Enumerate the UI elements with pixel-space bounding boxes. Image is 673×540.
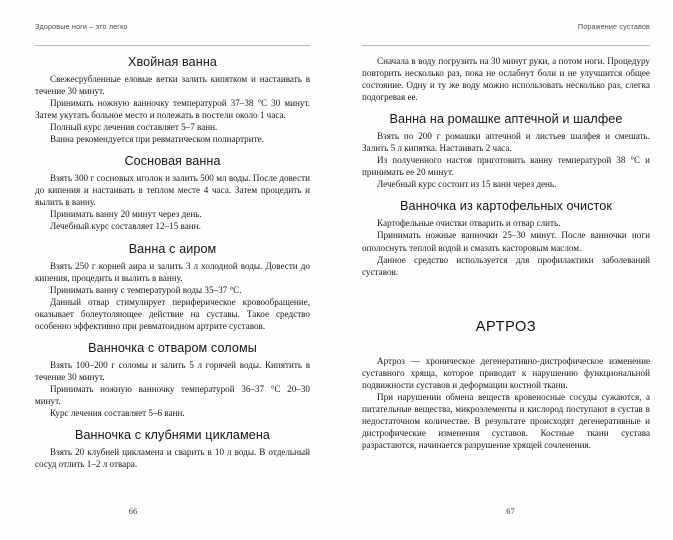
page-number-left: 66 xyxy=(128,506,138,516)
paragraph: Принимать ножные ванночки 25–30 минут. После ванночки ноги ополоснуть теплой водой и смазать касторовым маслом. xyxy=(362,230,650,253)
section-heading-vannochka-s-klubnyami-tsiklamena: Ванночка с клубнями цикламена xyxy=(74,428,271,443)
page-right xyxy=(336,0,673,540)
paragraph: Ванна рекомендуется при ревматическом полиартрите. xyxy=(50,134,264,145)
paragraph: Полный курс лечения составляет 5–7 ванн. xyxy=(50,122,218,133)
paragraph: Взять 20 клубней цикламена и сварить в 10 л воды. В отдельный сосуд отлить 1–2 л отвара. xyxy=(35,447,310,470)
paragraph: Сначала в воду погрузить на 30 минут руки, а потом ноги. Процедуру повторить несколько раз, пока не ослабнут боли и не улучшится общее состояние. Одну и ту же воду можно использовать несколько раз, слегка подогревая ее. xyxy=(362,56,650,103)
paragraph: Из полученного настоя приготовить ванну температурой 38 °С и принимать ее 20 минут. xyxy=(362,155,650,178)
paragraph: Лечебный курс составляет 12–15 ванн. xyxy=(50,221,201,232)
page-number-right: 67 xyxy=(506,506,515,516)
section-heading-vanna-na-romashke: Ванна на ромашке аптечной и шалфее xyxy=(389,112,623,127)
section-heading-vanna-s-airom: Ванна с аиром xyxy=(128,241,217,256)
paragraph: Артроз — хроническое дегенеративно-дистрофическое изменение суставного хряща, которое приводит к нарушению функциональной подвижности суставов и деформации костной ткани. xyxy=(362,355,650,390)
section-heading-hvoynaya-vanna: Хвойная ванна xyxy=(127,55,218,69)
chapter-title-artroz: АРТРОЗ xyxy=(475,318,537,335)
paragraph: Курс лечения составляет 5–6 ванн. xyxy=(50,407,185,418)
paragraph: Картофельные очистки отварить и отвар слить. xyxy=(377,218,561,229)
paragraph: Принимать ножную ванночку температурой 36–37 °С 20–30 минут. xyxy=(35,383,310,406)
paragraph: При нарушении обмена веществ кровеносные сосуды сужаются, а питательные вещества, микроэлементы и кислород поступают в сустав в недостаточном количестве. В результате происходят дегенеративные и дистрофические изменения суставов. Костные ткани сустава разрастаются, начинается разрушение хрящей сочленения. xyxy=(362,391,650,450)
paragraph: Данный отвар стимулирует периферическое кровообращение, оказывает болеутоляющее действие на суставы. Такое средство особенно эффективно при ревматоидном артрите суставов. xyxy=(35,296,310,331)
running-head-right: Поражение суставов xyxy=(362,22,650,46)
paragraph: Взять 300 г сосновых иголок и залить 500 мл воды. После довести до кипения и настаивать в теплом месте 4 часа. Затем процедить и вылить в ванну. xyxy=(35,173,310,208)
left-page-body xyxy=(35,55,310,470)
page-left xyxy=(0,0,336,540)
running-head-left: Здоровые ноги – это легко xyxy=(35,22,310,46)
section-heading-vannochka-s-otvarom-solomy: Ванночка с отваром соломы xyxy=(88,340,257,355)
paragraph: Принимать ванну с температурой воды 35–37 °С. xyxy=(50,284,242,295)
paragraph: Принимать ванну 20 минут через день. xyxy=(50,209,202,220)
right-page-body xyxy=(362,55,650,451)
paragraph: Лечебный курс состоит из 15 ванн через день. xyxy=(377,179,557,190)
section-heading-vannochka-iz-kartofelnyh-ochistok: Ванночка из картофельных очисток xyxy=(400,199,612,214)
section-heading-sosnovaya-vanna: Сосновая ванна xyxy=(124,154,221,169)
paragraph: Взять 100–200 г соломы и залить 5 л горячей воды. Кипятить в течение 30 минут. xyxy=(35,359,310,382)
paragraph: Взять по 200 г ромашки аптечной и листьев шалфея и смешать. Залить 5 л кипятка. Настаивать 2 часа. xyxy=(362,131,650,154)
paragraph: Свежесрубленные еловые ветки залить кипятком и настаивать в течение 30 минут. xyxy=(35,74,310,97)
paragraph: Принимать ножную ванночку температурой 37–38 °С 30 минут. Затем укутать больное место и полежать в постели около 1 часа. xyxy=(35,98,310,121)
paragraph: Взять 250 г корней аира и залить 3 л холодной воды. Довести до кипения, процедить и вылить в ванну. xyxy=(35,260,310,283)
paragraph: Данное средство используется для профилактики заболеваний суставов. xyxy=(362,254,650,277)
